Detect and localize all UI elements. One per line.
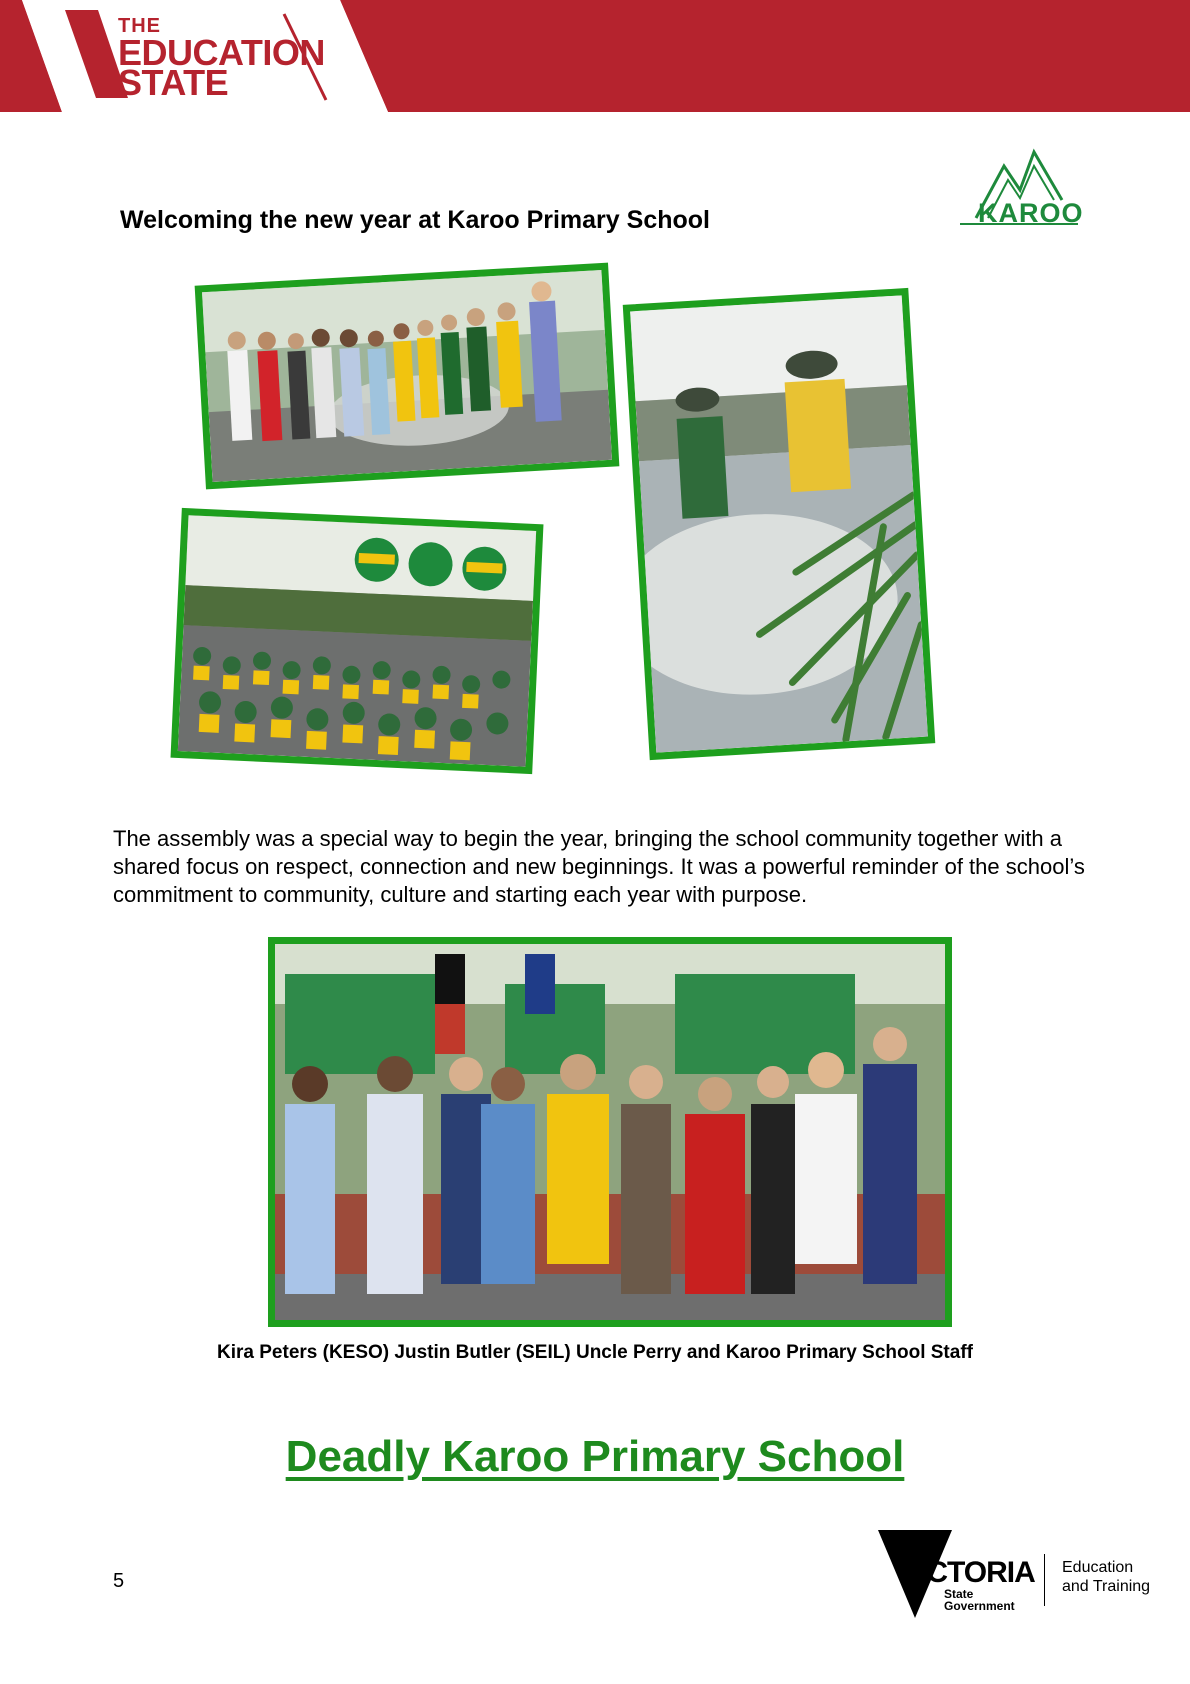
staff-group-photo [268,937,952,1327]
group-photo-icon [275,944,945,1320]
page-number: 5 [113,1570,125,1592]
smoke-photo-icon [630,295,928,752]
section-heading: Welcoming the new year at Karoo Primary School [120,206,710,234]
student-smoke-leaves-photo [623,288,936,760]
photo-caption: Kira Peters (KESO) Justin Butler (SEIL) Uncle Perry and Karoo Primary School Staff [217,1342,973,1363]
vic-state-line: State [944,1587,974,1601]
logo-the: THE [118,15,161,37]
vic-government-line: Government [944,1599,1015,1613]
department-label [1062,1558,1150,1596]
logo-state: STATE [118,62,229,103]
footer-divider [1044,1554,1045,1606]
karoo-logo-text: KAROO [978,198,1084,228]
dept-line-1: Education [1062,1559,1134,1576]
assembly-description: The assembly was a special way to begin the year, bringing the school community together with a shared focus on respect, connection and new beginnings. It was a powerful reminder of the school’s commitment to community, culture and starting each year with purpose. [113,826,1085,907]
victoria-state-government [944,1588,1015,1612]
victoria-wordmark: VICTORIA [900,1556,1035,1589]
education-state-logo [118,16,325,101]
staff-smoking-ceremony-photo [195,263,620,490]
logo-education: EDUCATION [118,32,325,73]
dept-line-2: and Training [1062,1578,1151,1595]
page-title: Deadly Karoo Primary School [285,1432,905,1481]
assembly-photo-icon [178,515,536,767]
group-photo-icon [202,270,612,482]
student-assembly-photo [171,508,544,774]
